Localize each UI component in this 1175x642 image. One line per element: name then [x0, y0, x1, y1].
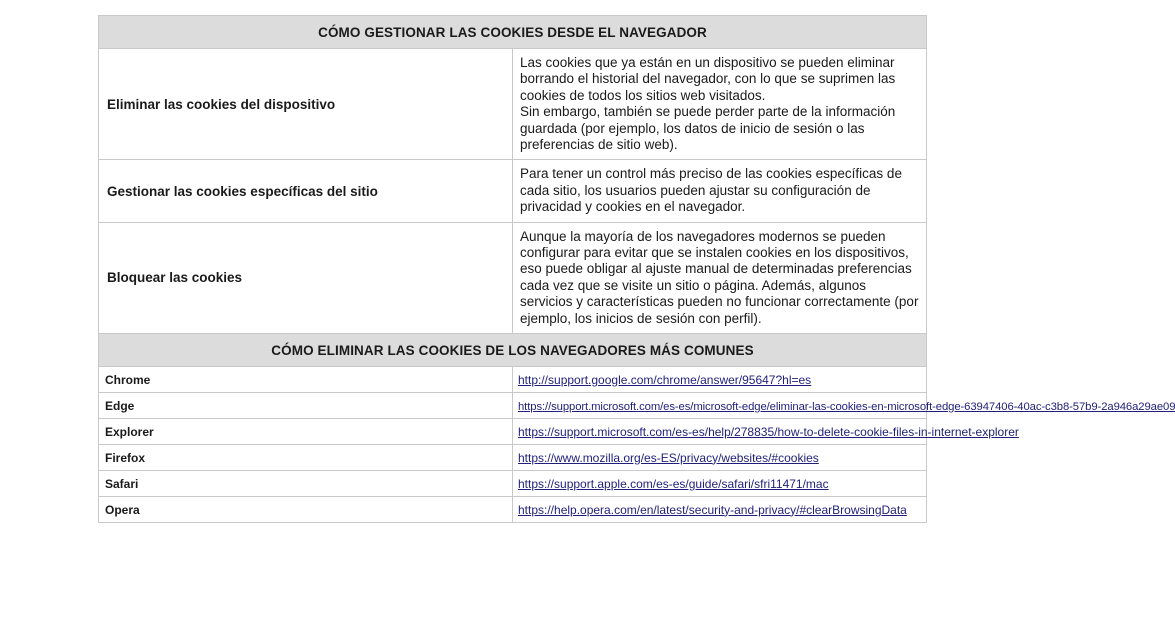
- section-header-row: [99, 334, 927, 367]
- browser-name-opera: Opera: [99, 497, 513, 523]
- table-row: [99, 393, 927, 419]
- table-row: [99, 160, 927, 222]
- cookie-management-table: [98, 15, 927, 334]
- browser-name-explorer: Explorer: [99, 419, 513, 445]
- row-text-delete-cookies: [513, 49, 927, 160]
- table-row: [99, 222, 927, 333]
- browser-links-table: [98, 333, 1175, 523]
- row-text-manage-site-cookies: Para tener un control más preciso de las cookies específicas de cada sitio, los usuarios pueden ajustar su configuración de privacidad y cookies en el navegador.: [513, 160, 927, 222]
- browser-link-cell: [513, 497, 927, 523]
- section-title-browsers: CÓMO ELIMINAR LAS COOKIES DE LOS NAVEGADORES MÁS COMUNES: [99, 334, 927, 367]
- browser-name-chrome: Chrome: [99, 367, 513, 393]
- browser-name-firefox: Firefox: [99, 445, 513, 471]
- browser-name-edge: Edge: [99, 393, 513, 419]
- section-header-row: [99, 16, 927, 49]
- section-title-manage-cookies: CÓMO GESTIONAR LAS COOKIES DESDE EL NAVEGADOR: [99, 16, 927, 49]
- link-explorer[interactable]: https://support.microsoft.com/es-es/help/278835/how-to-delete-cookie-files-in-internet-explorer: [518, 424, 1019, 439]
- row-label-block-cookies: Bloquear las cookies: [99, 222, 513, 333]
- table-row: [99, 445, 927, 471]
- browser-name-safari: Safari: [99, 471, 513, 497]
- link-edge[interactable]: https://support.microsoft.com/es-es/microsoft-edge/eliminar-las-cookies-en-microsoft-edge-63947406-40ac-c3b8-57b9-2a946a29ae09: [518, 400, 1175, 413]
- link-opera[interactable]: https://help.opera.com/en/latest/security-and-privacy/#clearBrowsingData: [518, 502, 907, 517]
- browser-link-cell: [513, 393, 1175, 419]
- browser-link-cell: [513, 445, 927, 471]
- browser-link-cell: [513, 471, 927, 497]
- table-row: [99, 49, 927, 160]
- table-row: [99, 419, 927, 445]
- document-page: [98, 15, 1175, 523]
- row-text-block-cookies: Aunque la mayoría de los navegadores modernos se pueden configurar para evitar que se instalen cookies en los dispositivos, eso puede obligar al ajuste manual de determinadas preferencias cada vez que se visite un sitio o página. Además, algunos servicios y características pueden no funcionar correctamente (por ejemplo, los inicios de sesión con perfil).: [513, 222, 927, 333]
- row-text-delete-cookies-content: Las cookies que ya están en un dispositivo se pueden eliminar borrando el historial del navegador, con lo que se suprimen las cookies de todos los sitios web visitados. Sin embargo, también se puede perder parte de la información guardada (por ejemplo, los datos de inicio de sesión o las preferencias de sitio web).: [520, 55, 896, 153]
- link-safari[interactable]: https://support.apple.com/es-es/guide/safari/sfri11471/mac: [518, 476, 829, 491]
- link-firefox[interactable]: https://www.mozilla.org/es-ES/privacy/websites/#cookies: [518, 450, 819, 465]
- browser-link-cell: [513, 419, 1019, 445]
- table-row: [99, 497, 927, 523]
- table-row: [99, 471, 927, 497]
- row-label-delete-cookies: Eliminar las cookies del dispositivo: [99, 49, 513, 160]
- table-row: [99, 367, 927, 393]
- link-chrome[interactable]: http://support.google.com/chrome/answer/95647?hl=es: [518, 372, 812, 387]
- browser-link-cell: [513, 367, 927, 393]
- row-label-manage-site-cookies: Gestionar las cookies específicas del sitio: [99, 160, 513, 222]
